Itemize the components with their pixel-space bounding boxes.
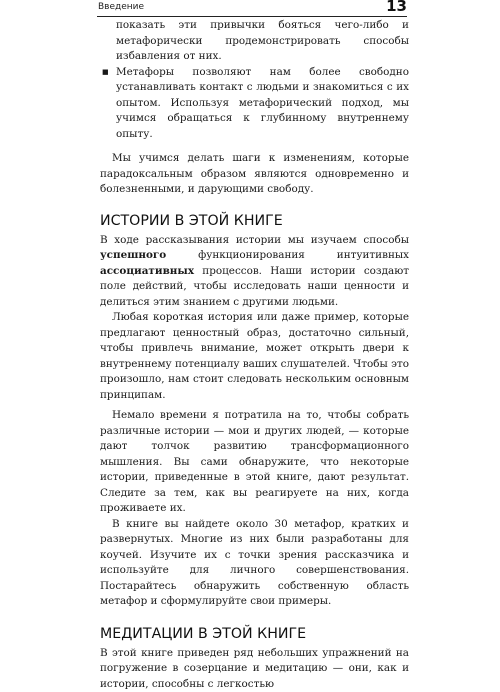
section-heading-meditations: МЕДИТАЦИИ В ЭТОЙ КНИГЕ bbox=[100, 626, 409, 642]
paragraph: В книге вы найдете около 30 метафор, кратких и развернутых. Многие из них были разработаны для коучей. Изучите их с точки зрения рассказчика и используйте для личного совершенствования. Постарайтесь обнаружить собственную область метафор и сформулируйте свои примеры. bbox=[100, 517, 409, 610]
paragraph: Немало времени я потратила на то, чтобы собрать различные истории — мои и других людей, — которые дают толчок развитию трансформационного мышления. Вы сами обнаружите, что некоторые истории, приведенные в этой книге, дают результат. Следите за тем, как вы реагируете на них, когда проживаете их. bbox=[100, 408, 409, 517]
bold-term: успешного bbox=[100, 249, 166, 261]
bullet-item bbox=[100, 65, 409, 143]
section-title: Введение bbox=[98, 2, 144, 12]
bullet-text: показать эти привычки бояться чего-либо и метафорически продемонстрировать способы избавления от них. bbox=[114, 18, 409, 65]
page-body bbox=[100, 18, 409, 692]
page-number: 13 bbox=[386, 0, 407, 15]
paragraph bbox=[100, 233, 409, 311]
paragraph: В этой книге приведен ряд небольших упражнений на погружение в созерцание и медитацию — они, как и истории, способны с легкостью bbox=[100, 646, 409, 692]
paragraph: Любая короткая история или даже пример, которые предлагают ценностный образ, достаточно сильный, чтобы привлечь внимание, может открыть двери к внутреннему потенциалу ваших слушателей. Чтобы это произошло, нам стоит следовать нескольким основным принципам. bbox=[100, 310, 409, 403]
bold-term: ассоциативных bbox=[100, 265, 194, 277]
square-bullet-icon: ■ bbox=[100, 65, 114, 143]
text-run: процессов. Наши истории создают поле действий, чтобы исследовать наши ценности и делиться этим знанием с другими людьми. bbox=[100, 265, 409, 308]
section-heading-stories: ИСТОРИИ В ЭТОЙ КНИГЕ bbox=[100, 213, 409, 229]
intro-paragraph: Мы учимся делать шаги к изменениям, которые парадоксальным образом являются одновременно и болезненными, и дарующими свободу. bbox=[100, 151, 409, 198]
text-run: В ходе рассказывания истории мы изучаем способы bbox=[100, 234, 409, 246]
text-run: функционирования интуитивных bbox=[166, 249, 409, 261]
running-header bbox=[97, 0, 407, 17]
bullet-text: Метафоры позволяют нам более свободно устанавливать контакт с людьми и знакомиться с их опытом. Используя метафорический подход, мы учимся обращаться к глубинному внутреннему опыту. bbox=[114, 65, 409, 143]
bullet-spacer bbox=[100, 18, 114, 65]
bullet-item-continued bbox=[100, 18, 409, 65]
